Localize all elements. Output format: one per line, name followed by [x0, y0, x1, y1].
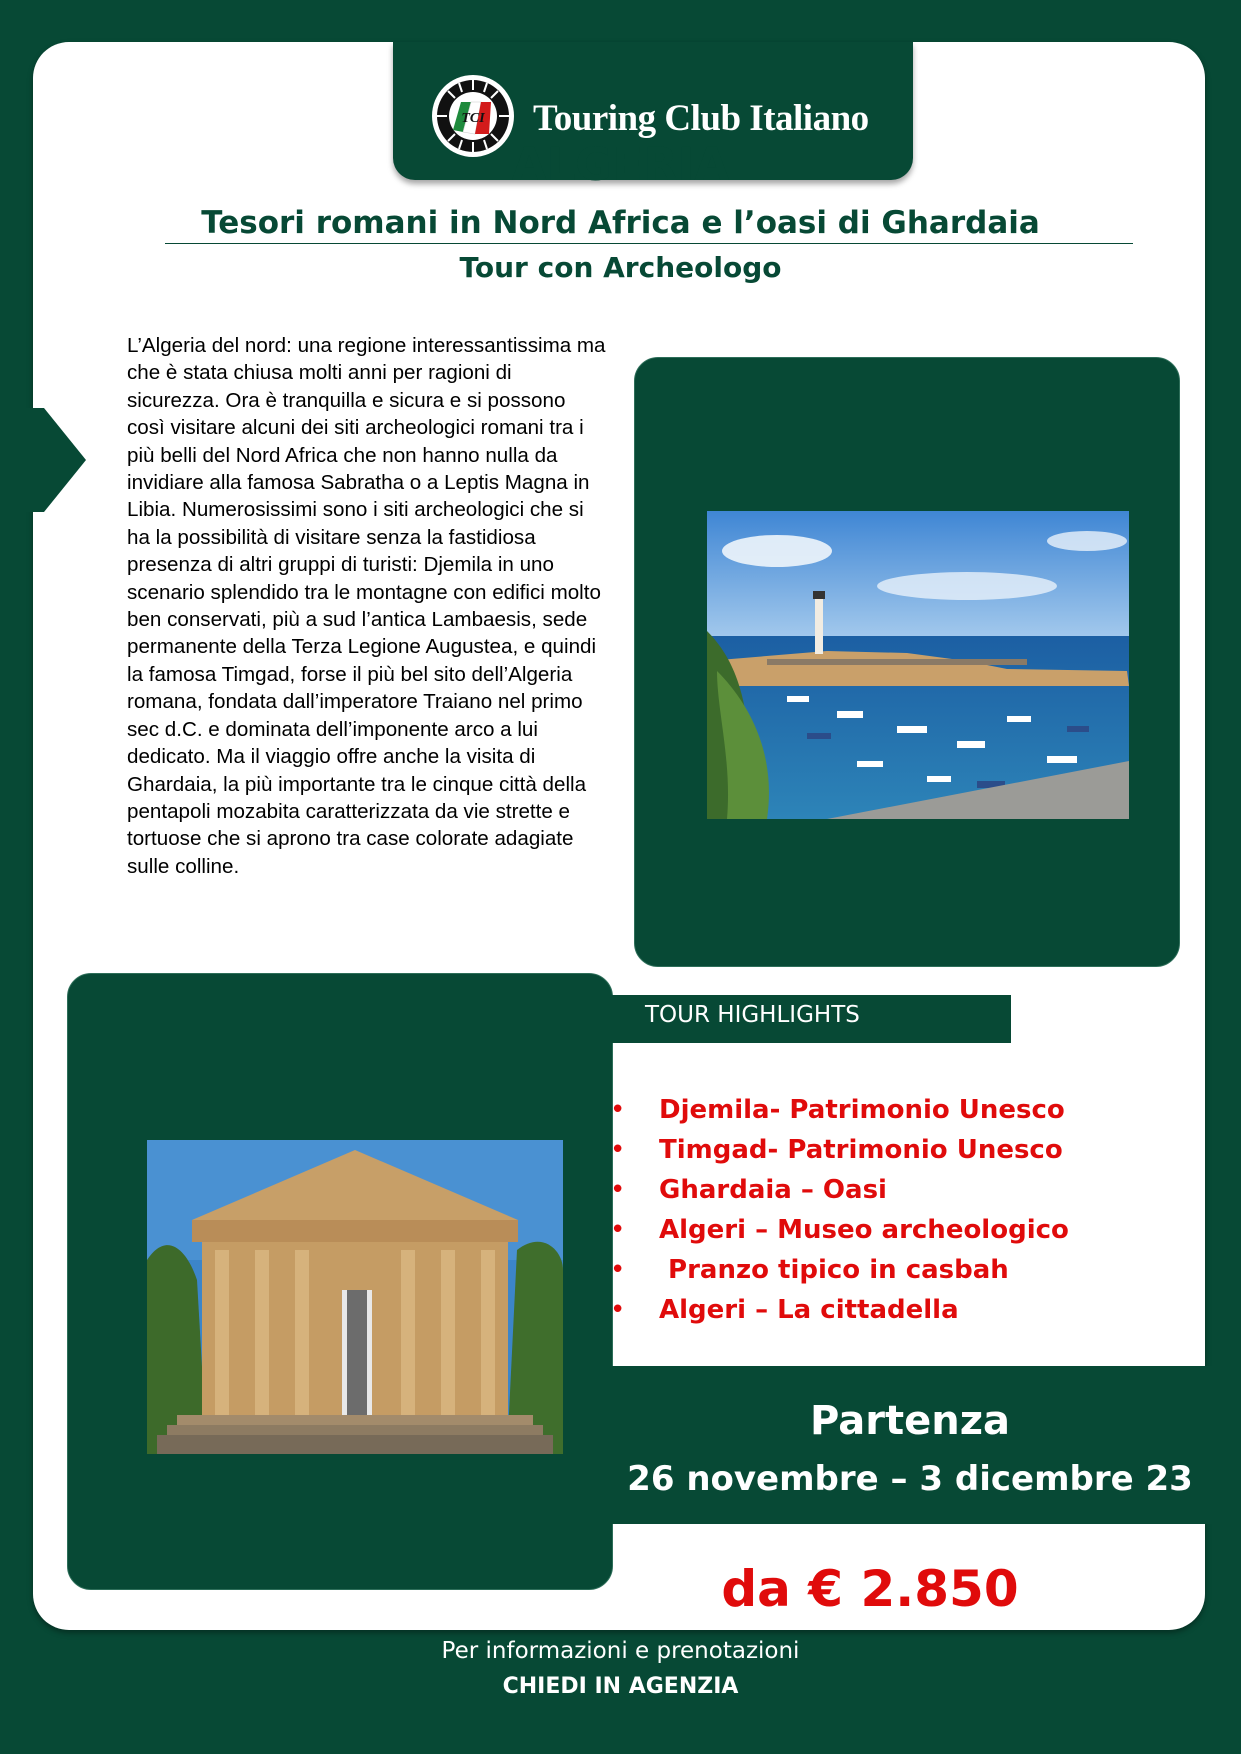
- highlight-item: • Ghardaia – Oasi: [610, 1170, 1069, 1210]
- departure-label: Partenza: [810, 1398, 1010, 1444]
- footer-info: Per informazioni e prenotazioni: [441, 1638, 800, 1664]
- highlight-item: • Timgad- Patrimonio Unesco: [610, 1130, 1069, 1170]
- temple-photo: [147, 1140, 563, 1454]
- price: da € 2.850: [721, 1560, 1019, 1618]
- highlight-item: • Djemila- Patrimonio Unesco: [610, 1090, 1069, 1130]
- highlights-list: [610, 1090, 1069, 1330]
- page-subtitle: Tesori romani in Nord Africa e l’oasi di Ghardaia: [201, 205, 1040, 241]
- footer-cta: CHIEDI IN AGENZIA: [502, 1674, 739, 1699]
- highlight-item: • Algeri – La cittadella: [610, 1290, 1069, 1330]
- page-title: ALGERIA: [511, 138, 730, 191]
- departure-dates: 26 novembre – 3 dicembre 23: [627, 1459, 1193, 1499]
- brand-name: Touring Club Italiano: [533, 98, 869, 139]
- harbor-photo: [707, 511, 1129, 819]
- highlight-item: • Pranzo tipico in casbah: [610, 1250, 1069, 1290]
- tour-description: L’Algeria del nord: una regione interessantissima ma che è stata chiusa molti anni per ragioni di sicurezza. Ora è tranquilla e sicura e si possono così visitare alcuni dei siti archeologici romani tra i più belli del Nord Africa che non hanno nulla da invidiare alla famosa Sabratha o a Leptis Magna in Libia. Numerosissimi sono i siti archeologici che si ha la possibilità di visitare senza la fastidiosa presenza di altri gruppi di turisti: Djemila in uno scenario splendido tra le montagne con edifici molto ben conservati, più a sud l’antica Lambaesis, sede permanente della Terza Legione Augustea, e quindi la famosa Timgad, forse il più bel sito dell’Algeria romana, fondata dall’imperatore Traiano nel primo sec d.C. e dominata dell’imponente arco a lui dedicato. Ma il viaggio offre anche la visita di Ghardaia, la più importante tra le cinque città della pentapoli mozabita caratterizzata da vie strette e tortuose che si aprono tra case colorate adagiate sulle colline.: [127, 334, 606, 878]
- page-tagline: Tour con Archeologo: [459, 251, 782, 284]
- decorative-arrow-icon: [0, 408, 86, 512]
- highlights-title: TOUR HIGHLIGHTS: [645, 1002, 860, 1028]
- svg-text:TCI: TCI: [461, 111, 485, 126]
- departure-band: [611, 1366, 1241, 1524]
- highlight-item: • Algeri – Museo archeologico: [610, 1210, 1069, 1250]
- title-divider: [165, 243, 1133, 244]
